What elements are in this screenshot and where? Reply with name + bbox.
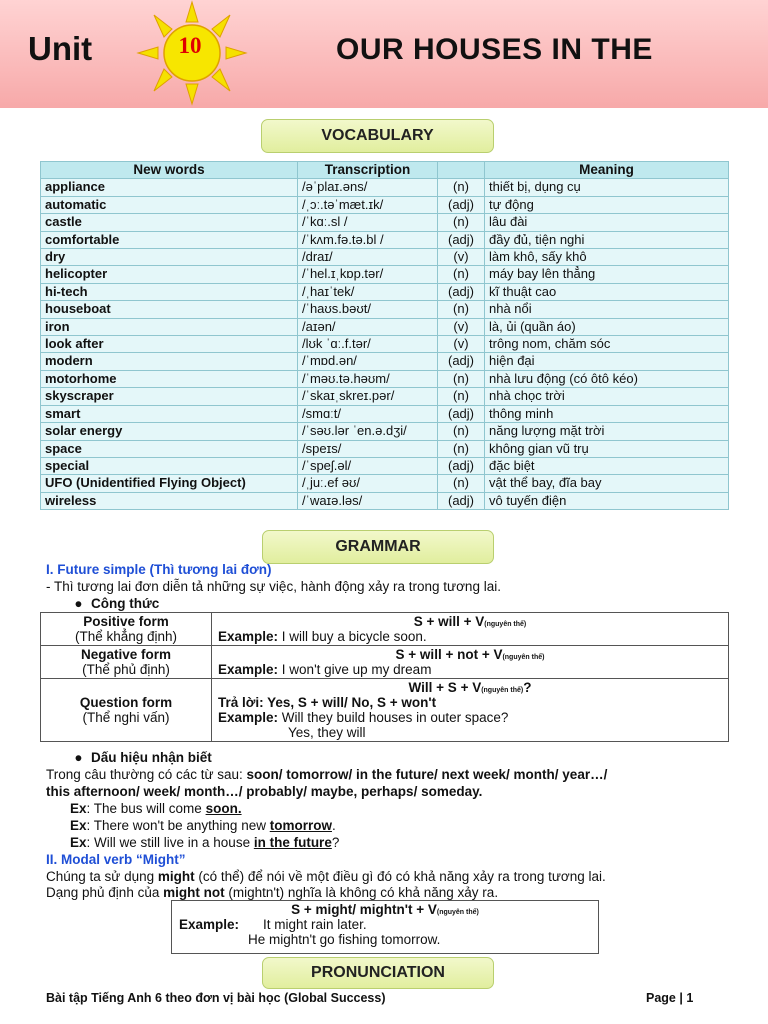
vocab-meaning: trông nom, chăm sóc xyxy=(485,336,729,353)
ex1-text: : The bus will come xyxy=(86,801,206,816)
negative-label-cell xyxy=(41,646,212,679)
signs-words-1: soon/ tomorrow/ in the future/ next week/ month/ year…/ xyxy=(246,767,608,782)
vocabulary-table xyxy=(40,161,729,510)
negative-example xyxy=(218,662,722,677)
might-example-1-text: It might rain later. xyxy=(263,917,367,932)
question-answer-text: Yes, S + will/ No, S + won't xyxy=(267,695,437,710)
negative-label: Negative form xyxy=(80,647,172,662)
question-label-vi: (Thể nghi vấn) xyxy=(82,710,170,725)
vocab-pos: (adj) xyxy=(438,457,485,474)
vocab-word: wireless xyxy=(41,492,298,509)
vocab-meaning: thiết bị, dụng cụ xyxy=(485,179,729,196)
might-line-1 xyxy=(46,869,606,884)
positive-label-vi: (Thể khẳng định) xyxy=(74,629,178,644)
question-answer xyxy=(218,695,722,710)
vocab-pos: (n) xyxy=(438,370,485,387)
vocab-meaning: máy bay lên thẳng xyxy=(485,266,729,283)
signs-intro: Trong câu thường có các từ sau: xyxy=(46,767,247,782)
might-formula xyxy=(172,902,598,917)
vocab-transcription: /ˈkɑː.sl / xyxy=(298,214,438,231)
vocab-meaning: không gian vũ trụ xyxy=(485,440,729,457)
vocab-word: motorhome xyxy=(41,370,298,387)
vocab-row xyxy=(41,475,729,492)
vocab-word: helicopter xyxy=(41,266,298,283)
unit-label: Unit xyxy=(28,30,93,67)
vocab-word: automatic xyxy=(41,196,298,213)
ex-label: Ex xyxy=(70,835,87,850)
vocab-word: iron xyxy=(41,318,298,335)
vocab-pos: (v) xyxy=(438,336,485,353)
vocab-transcription: /əˈplaɪ.əns/ xyxy=(298,179,438,196)
vocab-row xyxy=(41,492,729,509)
might-line1-pre: Chúng ta sử dụng xyxy=(46,869,158,884)
vocab-row xyxy=(41,318,729,335)
vocab-row xyxy=(41,370,729,387)
vocab-meaning: vô tuyến điện xyxy=(485,492,729,509)
positive-label: Positive form xyxy=(83,614,169,629)
vocab-word: UFO (Unidentified Flying Object) xyxy=(41,475,298,492)
formula-heading xyxy=(66,596,159,611)
bullet-icon: ● xyxy=(74,750,83,765)
ex2-text: : There won't be anything new xyxy=(86,818,270,833)
vocab-word: castle xyxy=(41,214,298,231)
positive-example xyxy=(218,629,722,644)
vocab-word: comfortable xyxy=(41,231,298,248)
signs-heading xyxy=(66,750,212,765)
page-title: OUR HOUSES IN THE xyxy=(336,33,653,66)
vocab-pos: (v) xyxy=(438,249,485,266)
question-label-cell xyxy=(41,679,212,742)
signs-heading-text: Dấu hiệu nhận biết xyxy=(91,750,212,765)
future-example-3 xyxy=(70,835,339,850)
vocab-pos: (adj) xyxy=(438,196,485,213)
vocab-word: space xyxy=(41,440,298,457)
future-example-2 xyxy=(70,818,336,833)
pronunciation-heading: PRONUNCIATION xyxy=(262,957,494,989)
negative-formula xyxy=(218,647,722,662)
vocab-pos: (n) xyxy=(438,301,485,318)
ex3-text: : Will we still live in a house xyxy=(86,835,254,850)
ex2-key: tomorrow xyxy=(269,818,332,833)
question-formula-text: Will + S + V xyxy=(408,680,482,695)
question-formula-end: ? xyxy=(523,680,532,695)
vocab-meaning: nhà lưu động (có ôtô kéo) xyxy=(485,370,729,387)
vocab-pos: (adj) xyxy=(438,405,485,422)
vocab-transcription: /smɑːt/ xyxy=(298,405,438,422)
vocab-word: modern xyxy=(41,353,298,370)
vocab-pos: (v) xyxy=(438,318,485,335)
vocab-pos: (n) xyxy=(438,179,485,196)
ex-label: Ex xyxy=(70,801,87,816)
col-part-of-speech xyxy=(438,162,485,179)
vocab-word: solar energy xyxy=(41,423,298,440)
signs-line-1 xyxy=(46,767,607,782)
vocab-row xyxy=(41,266,729,283)
signs-line-2: this afternoon/ week/ month…/ probably/ maybe, perhaps/ someday. xyxy=(46,784,483,799)
vocab-transcription: /speɪs/ xyxy=(298,440,438,457)
vocab-meaning: thông minh xyxy=(485,405,729,422)
question-label: Question form xyxy=(79,695,173,710)
vocab-word: look after xyxy=(41,336,298,353)
ex3-key: in the future xyxy=(253,835,332,850)
footer-left: Bài tập Tiếng Anh 6 theo đơn vị bài học (Global Success) xyxy=(46,991,386,1005)
might-formula-text: S + might/ mightn't + V xyxy=(291,902,437,917)
col-meaning: Meaning xyxy=(485,162,729,179)
vocab-word: hi-tech xyxy=(41,283,298,300)
vocab-meaning: kĩ thuật cao xyxy=(485,283,729,300)
ex1-key: soon. xyxy=(205,801,242,816)
vocab-meaning: làm khô, sấy khô xyxy=(485,249,729,266)
vocab-meaning: đầy đủ, tiện nghi xyxy=(485,231,729,248)
vocab-word: special xyxy=(41,457,298,474)
col-new-words: New words xyxy=(41,162,298,179)
positive-label-cell xyxy=(41,613,212,646)
vocab-meaning: đặc biệt xyxy=(485,457,729,474)
vocab-row xyxy=(41,440,729,457)
positive-row xyxy=(41,613,729,646)
vocab-pos: (n) xyxy=(438,388,485,405)
vocab-pos: (n) xyxy=(438,440,485,457)
vocab-meaning: nhà chọc trời xyxy=(485,388,729,405)
vocab-pos: (n) xyxy=(438,423,485,440)
vocab-pos: (adj) xyxy=(438,492,485,509)
question-content-cell xyxy=(212,679,729,742)
vocab-transcription: /ˈmɒd.ən/ xyxy=(298,353,438,370)
negative-content-cell xyxy=(212,646,729,679)
vocab-row xyxy=(41,301,729,318)
vocab-row xyxy=(41,353,729,370)
bullet-icon: ● xyxy=(74,596,83,611)
unit-number: 10 xyxy=(178,33,202,58)
might-line1-key: might xyxy=(157,869,195,884)
negative-example-label: Example: xyxy=(218,662,279,677)
vocab-meaning: là, ủi (quần áo) xyxy=(485,318,729,335)
grammar-heading: GRAMMAR xyxy=(262,530,494,564)
future-simple-title: I. Future simple (Thì tương lai đơn) xyxy=(46,562,272,577)
vocab-word: dry xyxy=(41,249,298,266)
vocab-word: smart xyxy=(41,405,298,422)
vocab-word: houseboat xyxy=(41,301,298,318)
vocab-meaning: tự động xyxy=(485,196,729,213)
positive-formula-text: S + will + V xyxy=(413,614,485,629)
vocab-row xyxy=(41,179,729,196)
vocab-pos: (n) xyxy=(438,266,485,283)
vocab-row xyxy=(41,283,729,300)
vocab-meaning: vật thể bay, đĩa bay xyxy=(485,475,729,492)
might-line2-post: (mightn't) nghĩa là không có khả năng xảy ra. xyxy=(224,885,499,900)
question-formula xyxy=(218,680,722,695)
col-transcription: Transcription xyxy=(298,162,438,179)
vocab-transcription: /lʊk ˈɑː.f.tər/ xyxy=(298,336,438,353)
footer-page-number: Page | 1 xyxy=(646,991,694,1005)
ex-label: Ex xyxy=(70,818,87,833)
vocab-row xyxy=(41,336,729,353)
question-example-text: Will they build houses in outer space? xyxy=(281,710,509,725)
future-formula-table xyxy=(40,612,729,742)
might-formula-box xyxy=(171,900,599,954)
might-line-2 xyxy=(46,885,498,900)
vocab-row xyxy=(41,214,729,231)
vocab-transcription: /draɪ/ xyxy=(298,249,438,266)
positive-example-label: Example: xyxy=(218,629,279,644)
question-row xyxy=(41,679,729,742)
vocab-row xyxy=(41,388,729,405)
vocab-header-row xyxy=(41,162,729,179)
formula-heading-text: Công thức xyxy=(91,596,160,611)
question-example-answer: Yes, they will xyxy=(288,725,366,740)
vocab-meaning: năng lượng mặt trời xyxy=(485,423,729,440)
question-example-label: Example: xyxy=(218,710,279,725)
vocab-row xyxy=(41,231,729,248)
future-example-1 xyxy=(70,801,242,816)
vocab-pos: (adj) xyxy=(438,231,485,248)
vocab-transcription: /ˌɔː.təˈmæt.ɪk/ xyxy=(298,196,438,213)
positive-formula-sub: (nguyên thể) xyxy=(484,621,527,628)
question-example xyxy=(218,710,722,725)
positive-example-text: I will buy a bicycle soon. xyxy=(281,629,427,644)
vocabulary-heading: VOCABULARY xyxy=(261,119,494,153)
vocab-transcription: /aɪən/ xyxy=(298,318,438,335)
vocab-row xyxy=(41,249,729,266)
negative-row xyxy=(41,646,729,679)
positive-content-cell xyxy=(212,613,729,646)
might-title: II. Modal verb “Might” xyxy=(46,852,186,867)
vocab-pos: (n) xyxy=(438,214,485,231)
negative-example-text: I won't give up my dream xyxy=(281,662,432,677)
vocab-transcription: /ˈspeʃ.əl/ xyxy=(298,457,438,474)
vocab-row xyxy=(41,196,729,213)
vocab-transcription: /ˈsəʊ.lər ˈen.ə.dʒi/ xyxy=(298,423,438,440)
vocab-pos: (adj) xyxy=(438,283,485,300)
vocab-transcription: /ˈhel.ɪˌkɒp.tər/ xyxy=(298,266,438,283)
vocab-body xyxy=(41,179,729,510)
positive-formula xyxy=(218,614,722,629)
vocab-transcription: /ˈskaɪˌskreɪ.pər/ xyxy=(298,388,438,405)
vocab-transcription: /ˈhaʊs.bəʊt/ xyxy=(298,301,438,318)
ex2-post: . xyxy=(331,818,336,833)
negative-formula-text: S + will + not + V xyxy=(395,647,503,662)
vocab-pos: (adj) xyxy=(438,353,485,370)
might-line2-key: might not xyxy=(163,885,225,900)
might-line2-pre: Dạng phủ định của xyxy=(46,885,164,900)
vocab-meaning: lâu đài xyxy=(485,214,729,231)
might-line1-post: (có thể) để nói về một điều gì đó có khả năng xảy ra trong tương lai. xyxy=(194,869,606,884)
vocab-transcription: /ˌhaɪˈtek/ xyxy=(298,283,438,300)
vocab-transcription: /ˈməʊ.tə.həʊm/ xyxy=(298,370,438,387)
vocab-row xyxy=(41,457,729,474)
question-answer-label: Trả lời: xyxy=(218,695,264,710)
might-formula-sub: (nguyên thể) xyxy=(436,909,479,916)
might-example-2: He mightn't go fishing tomorrow. xyxy=(248,932,441,947)
vocab-pos: (n) xyxy=(438,475,485,492)
negative-formula-sub: (nguyên thể) xyxy=(502,654,545,661)
vocab-word: skyscraper xyxy=(41,388,298,405)
vocab-row xyxy=(41,405,729,422)
vocab-transcription: /ˌjuː.ef əʊ/ xyxy=(298,475,438,492)
vocab-transcription: /ˈwaɪə.ləs/ xyxy=(298,492,438,509)
question-formula-sub: (nguyên thể) xyxy=(481,687,524,694)
vocab-transcription: /ˈkʌm.fə.tə.bl / xyxy=(298,231,438,248)
might-example-1 xyxy=(179,917,598,932)
vocab-meaning: nhà nổi xyxy=(485,301,729,318)
vocab-row xyxy=(41,423,729,440)
might-example-label: Example: xyxy=(179,917,240,932)
negative-label-vi: (Thể phủ định) xyxy=(82,662,170,677)
ex3-post: ? xyxy=(331,835,340,850)
vocab-word: appliance xyxy=(41,179,298,196)
vocab-meaning: hiện đại xyxy=(485,353,729,370)
future-simple-desc: - Thì tương lai đơn diễn tả những sự việc, hành động xảy ra trong tương lai. xyxy=(46,579,501,594)
